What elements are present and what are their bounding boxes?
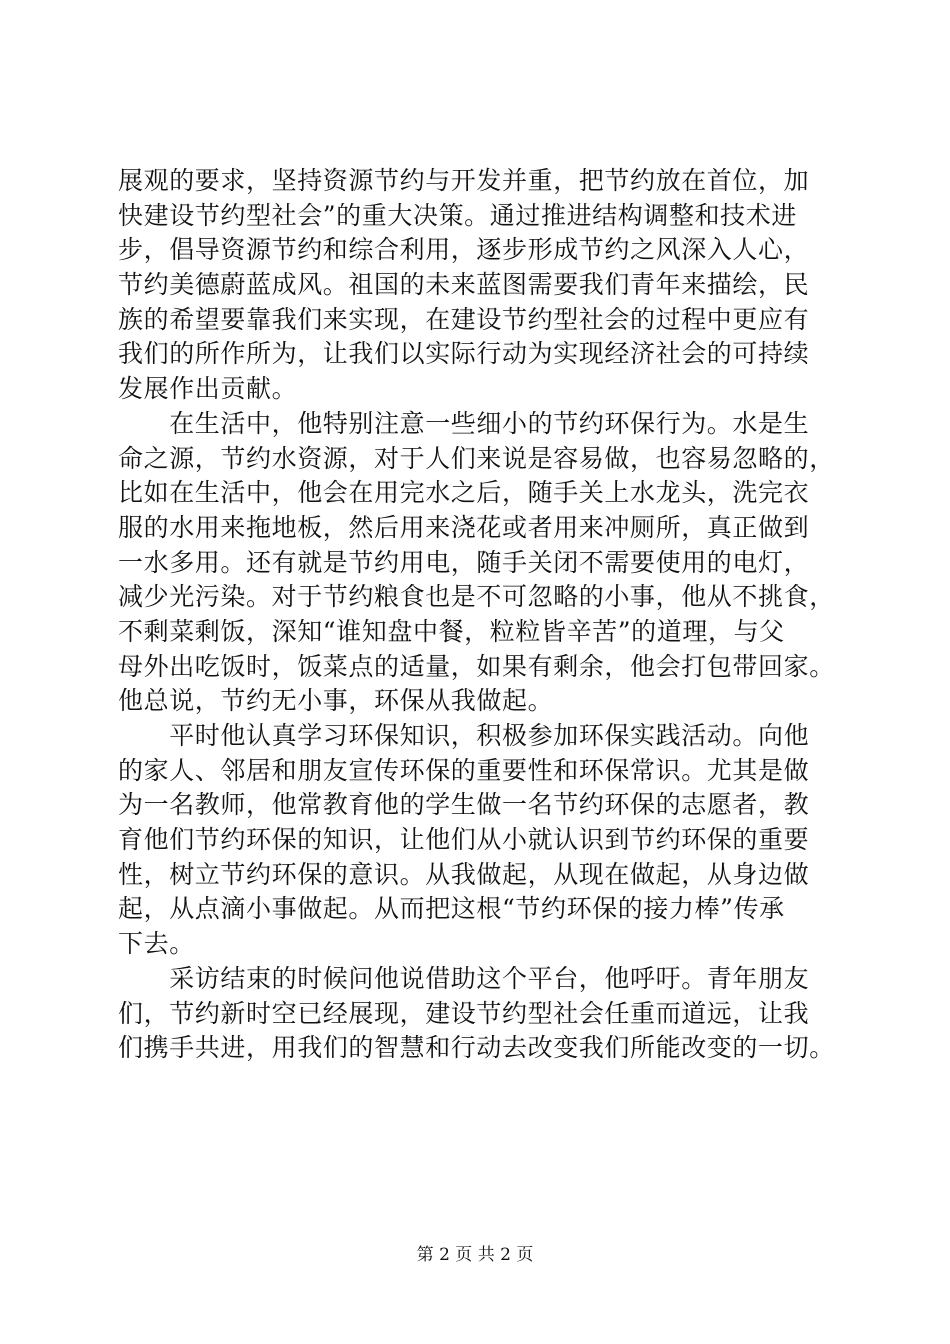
text-line: 平时他认真学习环保知识，积极参加环保实践活动。向他 bbox=[118, 721, 810, 750]
text-line: 节约美德蔚蓝成风。祖国的未来蓝图需要我们青年来描绘，民 bbox=[118, 270, 810, 300]
text-line: 命之源，节约水资源，对于人们来说是容易做，也容易忽略的， bbox=[118, 443, 835, 473]
text-line: 步，倡导资源节约和综合利用，逐步形成节约之风深入人心， bbox=[118, 235, 810, 265]
text-line: 减少光污染。对于节约粮食也是不可忽略的小事，他从不挑食， bbox=[118, 582, 835, 612]
text-line: 族的希望要靠我们来实现，在建设节约型社会的过程中更应有 bbox=[118, 304, 810, 334]
text-line: 比如在生活中，他会在用完水之后，随手关上水龙头，洗完衣 bbox=[118, 478, 810, 508]
text-line: 采访结束的时候问他说借助这个平台，他呼吁。青年朋友 bbox=[118, 963, 810, 993]
text-line: 起，从点滴小事做起。从而把这根“节约环保的接力棒”传承 bbox=[118, 894, 785, 924]
text-line: 下去。 bbox=[118, 929, 195, 959]
text-line: 育他们节约环保的知识，让他们从小就认识到节约环保的重要 bbox=[118, 825, 810, 855]
text-line: 快建设节约型社会”的重大决策。通过推进结构调整和技术进 bbox=[118, 200, 797, 230]
text-line: 们，节约新时空已经展现，建设节约型社会任重而道远，让我 bbox=[118, 998, 810, 1028]
text-line: 我们的所作所为，让我们以实际行动为实现经济社会的可持续 bbox=[118, 339, 810, 369]
text-line: 不剩菜剩饭，深知“谁知盘中餐，粒粒皆辛苦”的道理，与父 bbox=[118, 616, 785, 646]
text-line: 为一名教师，他常教育他的学生做一名节约环保的志愿者，教 bbox=[118, 790, 810, 820]
text-line: 展观的要求，坚持资源节约与开发并重，把节约放在首位，加 bbox=[118, 166, 810, 195]
text-line: 们携手共进，用我们的智慧和行动去改变我们所能改变的一切。 bbox=[118, 1033, 835, 1063]
text-line: 在生活中，他特别注意一些细小的节约环保行为。水是生 bbox=[118, 408, 810, 438]
document-body bbox=[118, 164, 838, 1066]
text-line: 性，树立节约环保的意识。从我做起，从现在做起，从身边做 bbox=[118, 859, 810, 889]
text-line: 发展作出贡献。 bbox=[118, 374, 298, 404]
text-line: 服的水用来拖地板，然后用来浇花或者用来冲厕所，真正做到 bbox=[118, 512, 810, 542]
text-line: 的家人、邻居和朋友宣传环保的重要性和环保常识。尤其是做 bbox=[118, 755, 810, 785]
text-line: 母外出吃饭时，饭菜点的适量，如果有剩余，他会打包带回家。 bbox=[118, 651, 835, 681]
text-line: 他总说，节约无小事，环保从我做起。 bbox=[118, 686, 554, 716]
text-line: 一水多用。还有就是节约用电，随手关闭不需要使用的电灯， bbox=[118, 547, 810, 577]
page-number-footer: 第 2 页 共 2 页 bbox=[416, 1245, 534, 1265]
